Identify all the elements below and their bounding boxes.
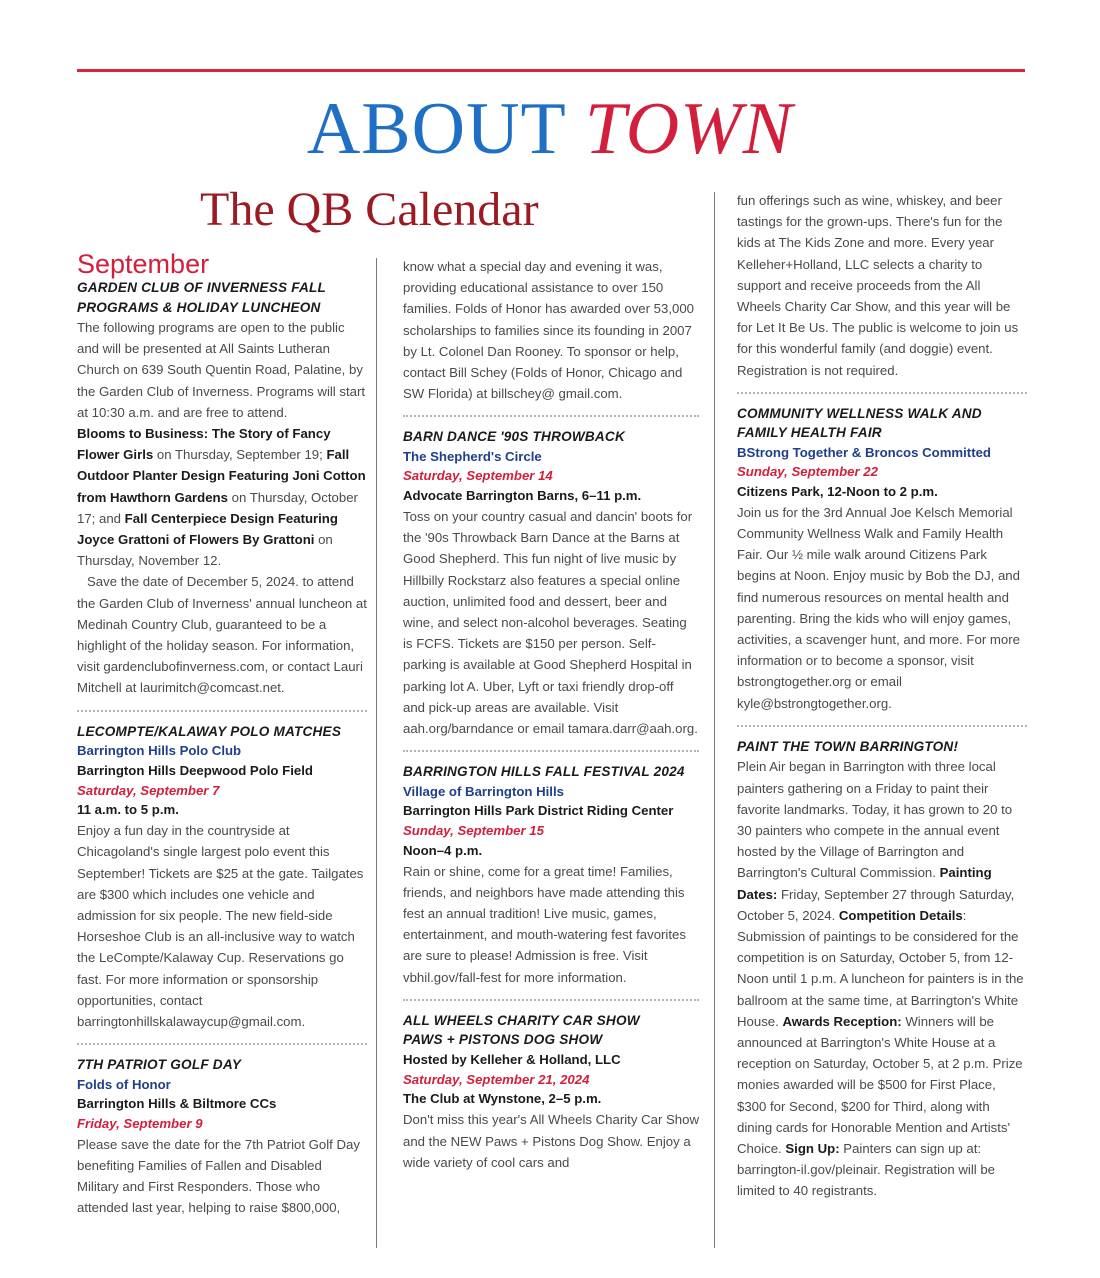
event-time: 11 a.m. to 5 p.m.: [77, 802, 179, 818]
event-body: Save the date of December 5, 2024. to attend the Garden Club of Inverness' annual luncheon at Medinah Country Club, guaranteed to be a highlight of the holiday season. For information, visit gardenclubofinverness.com, or contact Lauri Mitchell at laurimitch@comcast.net.: [77, 574, 367, 696]
body-label: Painting Dates:: [737, 865, 992, 902]
event-title: PROGRAMS & HOLIDAY LUNCHEON: [77, 299, 321, 315]
event-title: ALL WHEELS CHARITY CAR SHOW: [403, 1012, 640, 1028]
masthead-about: ABOUT: [306, 88, 566, 170]
event-location: Barrington Hills Deepwood Polo Field: [77, 762, 313, 778]
event-body-continued: fun offerings such as wine, whiskey, and beer tastings for the grown-ups. There's fun for the kids at The Kids Zone and more. Every year Kelleher+Holland, LLC selects a charity to support and receive proceeds from the All Wheels Charity Car Show, and this year will be for Let It Be Us. The public is welcome to join us for this wonderful family (and doggie) event. Registration is not required.: [737, 193, 1019, 378]
event-garden-club: [77, 278, 367, 699]
column-1: [77, 250, 367, 1219]
event-body: Toss on your country casual and dancin' boots for the '90s Throwback Barn Dance at the Barns at Good Shepherd. This fun night of live music by Hillbilly Rockstarz also features a special online auction, unlimited food and dessert, beer and wine, and select non-alcohol beverages. Seating is FCFS. Tickets are $150 per person. Self-parking is available at Good Shepherd Hospital in parking lot A. Uber, Lyft or taxi friendly drop-off and pick-up areas are available. Visit aah.org/barndance or email tamara.darr@aah.org.: [403, 508, 698, 736]
column-divider-1: [376, 258, 377, 1248]
event-date: Sunday, September 22: [737, 464, 878, 480]
event-date: Saturday, September 21, 2024: [403, 1071, 590, 1087]
body-text: Plein Air began in Barrington with three local painters gathering on a Friday to paint their favorite landmarks. Today, it has grown to 20 to 30 painters who compete in the annual event hosted by the Village of Barrington and Barrington's Cultural Commission.: [737, 759, 1013, 881]
event-organizer: The Shepherd's Circle: [403, 448, 542, 464]
event-body: Rain or shine, come for a great time! Families, friends, and neighbors have made attending this fest an annual tradition! Live music, games, entertainment, and mouth-watering fest favorites are sure to please! Admission is free. Visit vbhil.gov/fall-fest for more information.: [403, 863, 686, 985]
event-paint-the-town: [737, 737, 1027, 1202]
event-host: Hosted by Kelleher & Holland, LLC: [403, 1051, 621, 1067]
program-date: on Thursday, November 12.: [77, 532, 333, 569]
program-date: on Thursday, October 17; and: [77, 489, 358, 526]
dotted-divider: [403, 999, 699, 1001]
column-2: [403, 256, 699, 1173]
column-divider-2: [714, 192, 715, 1248]
event-body: [737, 756, 1027, 1201]
body-label: Sign Up:: [785, 1141, 840, 1157]
event-polo: [77, 722, 367, 1033]
event-body-continued: know what a special day and evening it was, providing educational assistance to over 150 families. Folds of Honor has awarded over 53,000 scholarships to families since its founding in 2007 by Lt. Colonel Dan Rooney. To sponsor or help, contact Bill Schey (Folds of Honor, Chicago and SW Florida) at billschey@ gmail.com.: [403, 259, 695, 402]
program-name: Blooms to Business: The Story of Fancy Flower Girls: [77, 426, 331, 463]
event-title: BARRINGTON HILLS FALL FESTIVAL 2024: [403, 764, 685, 780]
event-location: The Club at Wynstone, 2–5 p.m.: [403, 1091, 602, 1107]
event-date: Friday, September 9: [77, 1116, 203, 1132]
calendar-subtitle: The QB Calendar: [200, 183, 539, 236]
event-date: Sunday, September 15: [403, 823, 544, 839]
month-heading: September: [77, 249, 210, 279]
event-title: 7TH PATRIOT GOLF DAY: [77, 1057, 242, 1073]
body-text: Winners will be announced at Barrington's White House at a reception on Saturday, October 5, at 2 p.m. Prize monies awarded will be $500 for First Place, $300 for Second, $200 for Third, along with dining cards for Honorable Mention and Artists' Choice.: [737, 1013, 1023, 1157]
dotted-divider: [77, 710, 367, 712]
event-body: The following programs are open to the public and will be presented at All Saints Lutheran Church on 639 South Quentin Road, Palatine, by the Garden Club of Inverness. Programs will start at 10:30 a.m. and are free to attend.: [77, 320, 366, 420]
dotted-divider: [737, 725, 1027, 727]
masthead: [0, 88, 1100, 170]
body-label: Competition Details: [838, 907, 963, 923]
program-name: Fall Centerpiece Design Featuring Joyce Grattoni of Flowers By Grattoni: [77, 510, 338, 548]
event-title: BARN DANCE '90S THROWBACK: [403, 429, 625, 445]
column-3: [737, 190, 1027, 1202]
event-organizer: BStrong Together & Broncos Committed: [737, 444, 991, 460]
dotted-divider: [403, 750, 699, 752]
program-name: Fall Outdoor Planter Design Featuring Joni Cotton from Hawthorn Gardens: [77, 447, 366, 505]
top-rule: [77, 69, 1025, 72]
dotted-divider: [737, 392, 1027, 394]
event-body: Don't miss this year's All Wheels Charity Car Show and the NEW Paws + Pistons Dog Show. Enjoy a wide variety of cool cars and: [403, 1112, 699, 1170]
event-car-show: [403, 1011, 699, 1173]
event-location: Barrington Hills Park District Riding Center: [403, 803, 674, 819]
event-location: Barrington Hills & Biltmore CCs: [77, 1096, 277, 1112]
body-text: Painters can sign up at: barrington-il.gov/pleinair. Registration will be limited to 40 registrants.: [737, 1141, 996, 1199]
event-golf: [77, 1055, 367, 1218]
masthead-town: TOWN: [584, 88, 794, 170]
event-organizer: Barrington Hills Polo Club: [77, 743, 242, 759]
body-label: Awards Reception:: [782, 1013, 902, 1029]
dotted-divider: [77, 1043, 367, 1045]
event-location: Citizens Park, 12-Noon to 2 p.m.: [737, 483, 938, 499]
event-date: Saturday, September 14: [403, 468, 553, 484]
event-title: FAMILY HEALTH FAIR: [737, 425, 882, 441]
event-title: GARDEN CLUB OF INVERNESS FALL: [77, 280, 326, 295]
event-wellness-walk: [737, 404, 1027, 714]
event-barn-dance: [403, 427, 699, 739]
body-text: Friday, September 27 through Saturday, October 5, 2024.: [737, 886, 1015, 923]
event-organizer: Folds of Honor: [77, 1076, 171, 1092]
event-organizer: Village of Barrington Hills: [403, 783, 564, 799]
event-date: Saturday, September 7: [77, 782, 220, 798]
event-title: PAWS + PISTONS DOG SHOW: [403, 1032, 603, 1048]
body-text: : Submission of paintings to be considered for the competition is on Saturday, October 5, from 12-Noon until 1 p.m. A luncheon for painters is in the ballroom at the same time, at Barrington's White House.: [737, 907, 1024, 1029]
event-time: Noon–4 p.m.: [403, 842, 483, 858]
event-body: Please save the date for the 7th Patriot Golf Day benefiting Families of Fallen and Disabled Military and First Responders. Those who attended last year, helping to raise $800,000,: [77, 1136, 360, 1216]
event-body: Enjoy a fun day in the countryside at Chicagoland's single largest polo event this September! Tickets are $25 at the gate. Tailgates are $300 which includes one vehicle and admission for six people. The new field-side Horseshoe Club is an all-inclusive way to watch the LeCompte/Kalaway Cup. Reservations go fast. For more information or sponsorship opportunities, contact barringtonhillskalawaycup@gmail.com.: [77, 823, 364, 1029]
program-date: on Thursday, September 19;: [153, 447, 323, 463]
event-title: COMMUNITY WELLNESS WALK AND: [737, 405, 982, 421]
event-location: Advocate Barrington Barns, 6–11 p.m.: [403, 487, 642, 503]
event-title: PAINT THE TOWN BARRINGTON!: [737, 738, 959, 754]
event-body: Join us for the 3rd Annual Joe Kelsch Memorial Community Wellness Walk and Family Health Fair. Our ½ mile walk around Citizens Park begins at Noon. Enjoy music by Bob the DJ, and find numerous resources on mental health and parenting. Bring the kids who will enjoy games, activities, a scavenger hunt, and more. For more information or to become a sponsor, visit bstrongtogether.org or email kyle@bstrongtogether.org.: [737, 504, 1020, 711]
dotted-divider: [403, 415, 699, 417]
event-body: [77, 423, 367, 571]
event-title: LECOMPTE/KALAWAY POLO MATCHES: [77, 723, 342, 739]
event-fall-festival: [403, 762, 699, 988]
